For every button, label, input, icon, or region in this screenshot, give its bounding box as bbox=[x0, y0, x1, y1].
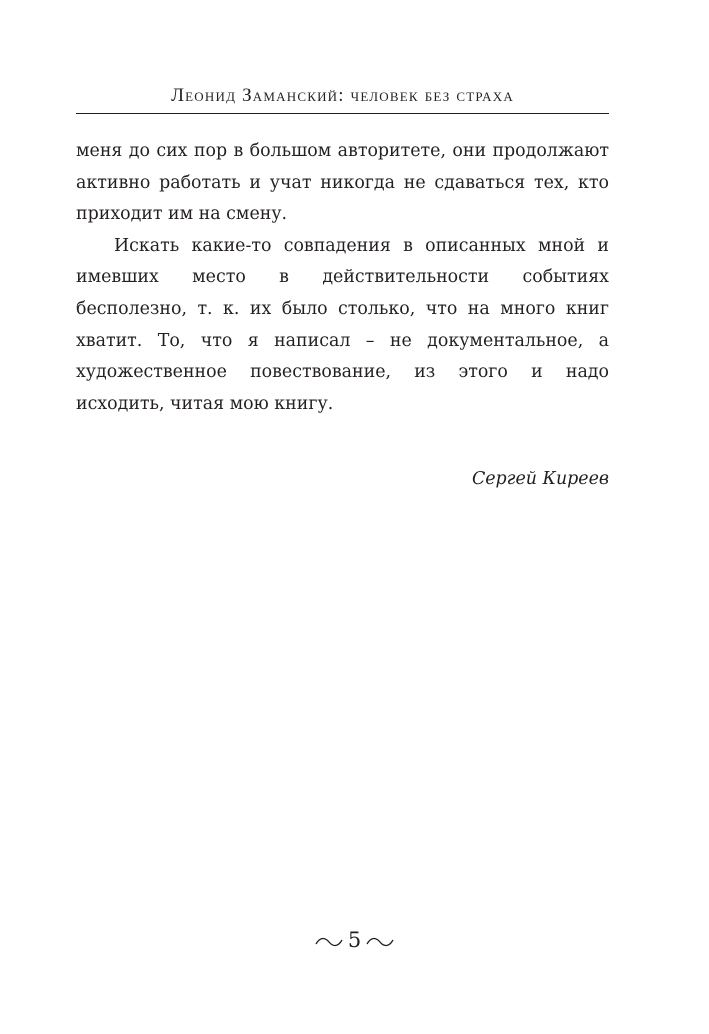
paragraph-continued: меня до сих пор в большом авторитете, они продолжают активно работать и учат никогда не сдаваться тех, кто приходит им на смену. bbox=[76, 141, 609, 225]
author-signature: Сергей Киреев bbox=[471, 469, 609, 489]
swash-right-icon bbox=[366, 936, 394, 948]
swash-left-icon bbox=[315, 936, 343, 948]
header-rule bbox=[76, 113, 609, 114]
body-text bbox=[76, 136, 609, 420]
running-head: Леонид Заманский: человек без страха bbox=[171, 85, 514, 106]
page-number: 5 bbox=[347, 928, 362, 952]
paragraph: Искать какие-то совпадения в описанных мной и имевших место в действительности событиях бесполезно, т. к. их было столько, что на много книг хватит. То, что я написал – не документальное, а художественное повествование, из этого и надо исходить, читая мою книгу. bbox=[76, 235, 609, 414]
page-folio bbox=[0, 926, 709, 954]
